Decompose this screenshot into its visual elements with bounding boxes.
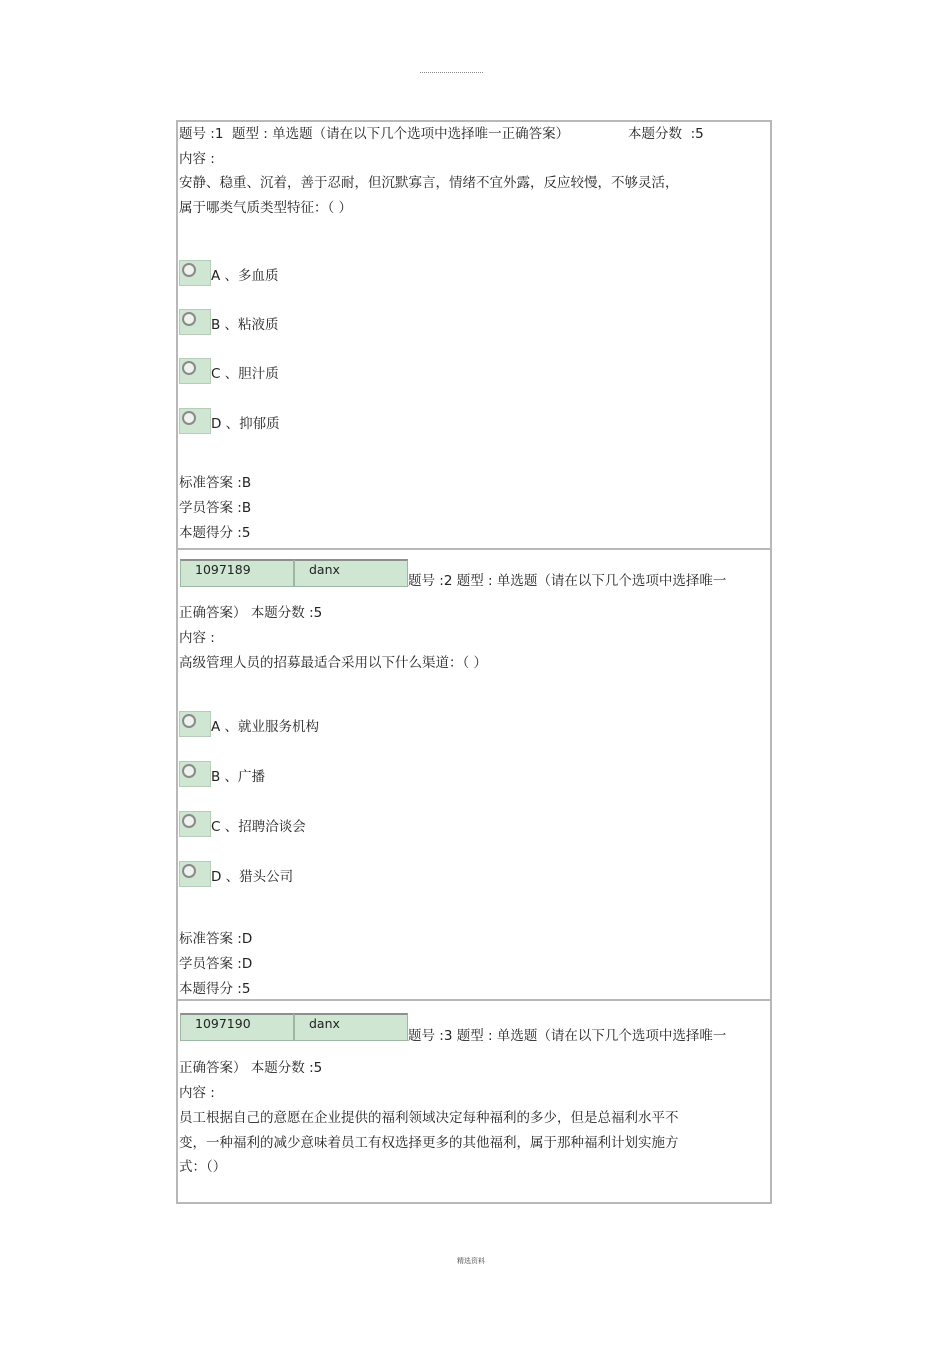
- top-rule: [420, 72, 483, 73]
- content-label: 内容 :: [179, 1085, 215, 1101]
- standard-answer: 标准答案 :D: [179, 931, 253, 947]
- score-got: 本题得分 :5: [179, 981, 251, 997]
- question-header-text: 题号 :1 题型 : 单选题（请在以下几个选项中选择唯一正确答案）: [179, 126, 570, 142]
- question-text-line: 员工根据自己的意愿在企业提供的福利领域决定每种福利的多少，但是总福利水平不: [179, 1110, 679, 1126]
- score-got: 本题得分 :5: [179, 525, 251, 541]
- question-2: [176, 548, 772, 1001]
- question-score: 本题分数 :5: [628, 126, 704, 142]
- option-label: D 、抑郁质: [211, 416, 280, 432]
- option-label: D 、猎头公司: [211, 869, 294, 885]
- question-text-line: 安静、稳重、沉着，善于忍耐，但沉默寡言，情绪不宜外露，反应较慢，不够灵活，: [179, 175, 679, 191]
- content-label: 内容 :: [179, 630, 215, 646]
- question-id-field: 1097190: [180, 1013, 294, 1041]
- option-label: A 、就业服务机构: [211, 719, 320, 735]
- option-label: B 、广播: [211, 769, 266, 785]
- student-answer: 学员答案 :B: [179, 500, 252, 516]
- radio-button-icon[interactable]: [179, 811, 211, 837]
- radio-button-icon[interactable]: [179, 309, 211, 335]
- radio-button-icon[interactable]: [179, 711, 211, 737]
- radio-button-icon[interactable]: [179, 260, 211, 286]
- question-header: 题号 :3 题型 : 单选题（请在以下几个选项中选择唯一: [408, 1028, 727, 1044]
- content-label: 内容 :: [179, 151, 215, 167]
- question-text-line: 变，一种福利的减少意味着员工有权选择更多的其他福利，属于那种福利计划实施方: [179, 1135, 679, 1151]
- question-header-cont: 正确答案） 本题分数 :5: [179, 605, 323, 621]
- question-header: [179, 125, 569, 143]
- page-footer: 精选资料: [457, 1257, 485, 1265]
- student-answer: 学员答案 :D: [179, 956, 253, 972]
- option-label: A 、多血质: [211, 268, 279, 284]
- question-3: [176, 999, 772, 1204]
- option-label: C 、招聘洽谈会: [211, 819, 306, 835]
- radio-button-icon[interactable]: [179, 358, 211, 384]
- radio-button-icon[interactable]: [179, 408, 211, 434]
- question-type-field: danx: [294, 559, 408, 587]
- question-id-field: 1097189: [180, 559, 294, 587]
- radio-button-icon[interactable]: [179, 861, 211, 887]
- question-header-cont: 正确答案） 本题分数 :5: [179, 1060, 323, 1076]
- option-label: B 、粘液质: [211, 317, 279, 333]
- standard-answer: 标准答案 :B: [179, 475, 252, 491]
- question-text-line: 属于哪类气质类型特征：（ ）: [179, 200, 353, 216]
- option-label: C 、胆汁质: [211, 366, 279, 382]
- radio-button-icon[interactable]: [179, 761, 211, 787]
- question-1: [176, 120, 772, 550]
- question-type-field: danx: [294, 1013, 408, 1041]
- question-header: 题号 :2 题型 : 单选题（请在以下几个选项中选择唯一: [408, 573, 727, 589]
- question-text-line: 高级管理人员的招募最适合采用以下什么渠道：（ ）: [179, 655, 488, 671]
- question-text-line: 式：（）: [179, 1159, 227, 1175]
